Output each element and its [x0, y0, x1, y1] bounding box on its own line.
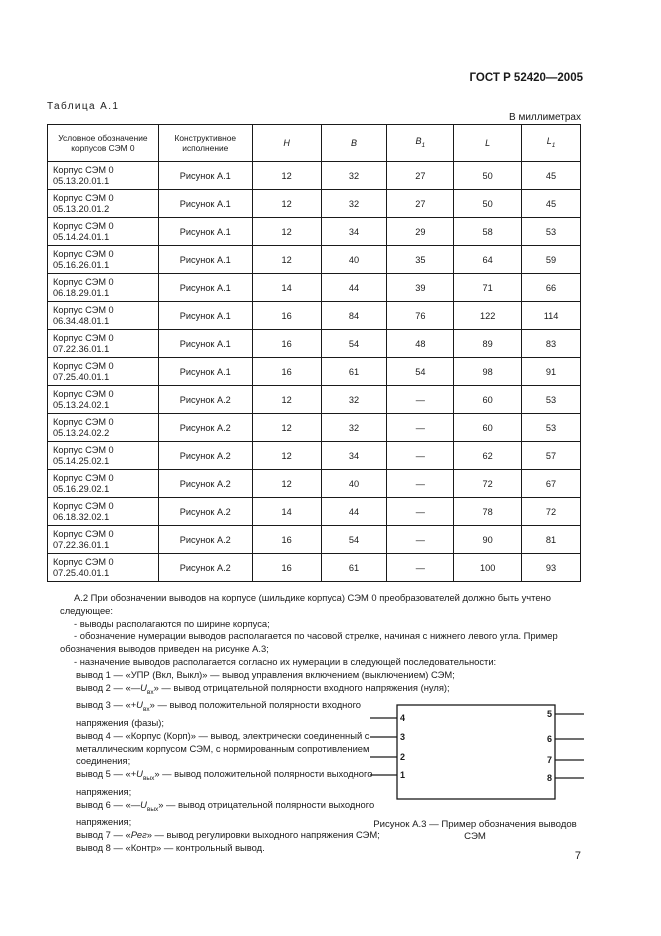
cell-designation [48, 470, 159, 498]
cell-design: Рисунок А.1 [158, 190, 252, 218]
cell-h: 16 [252, 526, 321, 554]
figure-caption: Рисунок А.3 — Пример обозначения выводов СЭМ [373, 819, 577, 842]
cell-h: 16 [252, 330, 321, 358]
pin-label-3: 3 [400, 732, 406, 742]
cell-b: 40 [321, 470, 387, 498]
table-row [48, 498, 581, 526]
designation-line: Корпус СЭМ 0 [53, 332, 114, 343]
designation-code: 05.16.26.01.1 [53, 259, 110, 270]
cell-h: 12 [252, 218, 321, 246]
cell-b: 32 [321, 162, 387, 190]
cell-b1: — [387, 498, 454, 526]
cell-b1: 39 [387, 274, 454, 302]
cell-b1: 27 [387, 162, 454, 190]
standard-header: ГОСТ Р 52420—2005 [469, 72, 583, 84]
cell-b: 32 [321, 386, 387, 414]
designation-line: Корпус СЭМ 0 [53, 556, 114, 567]
pin-5-description: вывод 5 — «$+U_{вых}$» — вывод положительной полярности выходного напряжения; [76, 768, 373, 797]
cell-b1: 35 [387, 246, 454, 274]
pin-8-description: вывод 8 — «Контр» — контрольный вывод. [76, 841, 265, 853]
pin-label-8: 8 [546, 773, 552, 783]
page-number: 7 [574, 850, 581, 862]
cell-l: 98 [454, 358, 522, 386]
cell-design: Рисунок А.1 [158, 358, 252, 386]
cell-l1: 114 [522, 302, 581, 330]
right-pin-lines [555, 714, 584, 778]
column-header-b: B [321, 125, 387, 162]
cell-design: Рисунок А.1 [158, 246, 252, 274]
cell-l1: 83 [522, 330, 581, 358]
module-body [397, 705, 555, 799]
cell-l: 64 [454, 246, 522, 274]
designation-code: 05.13.24.02.2 [53, 427, 110, 438]
table-row [48, 442, 581, 470]
table-row [48, 330, 581, 358]
designation-code: 07.22.36.01.1 [53, 539, 110, 550]
cell-designation [48, 498, 159, 526]
cell-l: 90 [454, 526, 522, 554]
cell-l1: 53 [522, 414, 581, 442]
column-header-design: Конструктивное исполнение [158, 125, 252, 162]
cell-b1: 54 [387, 358, 454, 386]
designation-line: Корпус СЭМ 0 [53, 192, 114, 203]
column-header-l1: $L_1$ [522, 125, 581, 162]
table-row [48, 554, 581, 582]
designation-line: Корпус СЭМ 0 [53, 416, 114, 427]
table-header-row [48, 125, 581, 162]
column-header-b1: $B_1$ [387, 125, 454, 162]
cell-l: 60 [454, 386, 522, 414]
cell-h: 12 [252, 470, 321, 498]
cell-design: Рисунок А.1 [158, 274, 252, 302]
cell-b: 61 [321, 358, 387, 386]
cell-l1: 57 [522, 442, 581, 470]
cell-design: Рисунок А.1 [158, 218, 252, 246]
table-row [48, 358, 581, 386]
pin-1-description: вывод 1 — «УПР (Вкл, Выкл)» — вывод управления включением (выключением) СЭМ; [76, 668, 455, 680]
cell-h: 12 [252, 246, 321, 274]
cell-b1: — [387, 442, 454, 470]
cell-l1: 53 [522, 218, 581, 246]
cell-b1: 29 [387, 218, 454, 246]
column-header-h: H [252, 125, 321, 162]
cell-b: 44 [321, 274, 387, 302]
cell-b: 32 [321, 414, 387, 442]
cell-h: 12 [252, 442, 321, 470]
designation-line: Корпус СЭМ 0 [53, 304, 114, 315]
designation-line: Корпус СЭМ 0 [53, 472, 114, 483]
table-row [48, 190, 581, 218]
designation-code: 05.13.24.02.1 [53, 399, 110, 410]
cell-l: 78 [454, 498, 522, 526]
cell-designation [48, 526, 159, 554]
cell-designation [48, 330, 159, 358]
cell-b1: 76 [387, 302, 454, 330]
pin-4-description: вывод 4 — «Корпус (Корп)» — вывод, электрически соединенный с металлическим корпусом СЭМ, с нормированным сопротивлением соединения; [76, 729, 370, 767]
cell-l1: 45 [522, 190, 581, 218]
cell-l: 72 [454, 470, 522, 498]
dimensions-table [47, 124, 581, 582]
cell-design: Рисунок А.2 [158, 386, 252, 414]
pin-label-6: 6 [546, 734, 552, 744]
cell-design: Рисунок А.1 [158, 162, 252, 190]
pin-2-description: вывод 2 — «$—U_{вх}$» — вывод отрицательной полярности входного напряжения (нуля); [76, 681, 450, 696]
cell-l: 71 [454, 274, 522, 302]
cell-l: 100 [454, 554, 522, 582]
cell-design: Рисунок А.1 [158, 330, 252, 358]
table-row [48, 302, 581, 330]
designation-line: Корпус СЭМ 0 [53, 220, 114, 231]
cell-designation [48, 414, 159, 442]
cell-b1: — [387, 526, 454, 554]
column-header-designation: Условное обозначение корпусов СЭМ 0 [48, 125, 159, 162]
cell-h: 12 [252, 162, 321, 190]
cell-designation [48, 554, 159, 582]
cell-l: 89 [454, 330, 522, 358]
cell-h: 14 [252, 274, 321, 302]
left-pin-lines [370, 718, 397, 775]
designation-code: 05.13.20.01.1 [53, 175, 110, 186]
cell-h: 16 [252, 358, 321, 386]
pin-6-description: вывод 6 — «$—U_{вых}$» — вывод отрицательной полярности выходного напряжения; [76, 798, 375, 828]
paragraph-a2: А.2 При обозначении выводов на корпусе (шильдике корпуса) СЭМ 0 преобразователей должно быть учтено следующее: [60, 592, 551, 616]
cell-l1: 67 [522, 470, 581, 498]
cell-b1: 48 [387, 330, 454, 358]
table-row [48, 162, 581, 190]
cell-l1: 66 [522, 274, 581, 302]
cell-h: 14 [252, 498, 321, 526]
cell-designation [48, 218, 159, 246]
cell-l: 60 [454, 414, 522, 442]
units-label: В миллиметрах [509, 112, 581, 123]
cell-designation [48, 246, 159, 274]
cell-design: Рисунок А.2 [158, 554, 252, 582]
column-header-l: L [454, 125, 522, 162]
designation-code: 07.22.36.01.1 [53, 343, 110, 354]
pinout-figure [370, 703, 585, 813]
cell-h: 16 [252, 302, 321, 330]
designation-code: 05.14.25.02.1 [53, 455, 110, 466]
cell-l1: 93 [522, 554, 581, 582]
table-row [48, 386, 581, 414]
designation-code: 05.14.24.01.1 [53, 231, 110, 242]
pin-label-7: 7 [546, 755, 552, 765]
designation-line: Корпус СЭМ 0 [53, 248, 114, 259]
cell-designation [48, 386, 159, 414]
cell-l: 58 [454, 218, 522, 246]
cell-b: 40 [321, 246, 387, 274]
cell-designation [48, 162, 159, 190]
cell-b: 61 [321, 554, 387, 582]
cell-designation [48, 442, 159, 470]
designation-code: 07.25.40.01.1 [53, 567, 110, 578]
cell-b1: — [387, 470, 454, 498]
designation-line: Корпус СЭМ 0 [53, 164, 114, 175]
cell-l1: 53 [522, 386, 581, 414]
table-row [48, 526, 581, 554]
designation-code: 06.34.48.01.1 [53, 315, 110, 326]
designation-line: Корпус СЭМ 0 [53, 528, 114, 539]
cell-l: 50 [454, 190, 522, 218]
pin-label-4: 4 [400, 713, 406, 723]
cell-b: 54 [321, 526, 387, 554]
cell-design: Рисунок А.2 [158, 470, 252, 498]
cell-b: 84 [321, 302, 387, 330]
bullet-item: - выводы располагаются по ширине корпуса; [74, 617, 270, 629]
cell-h: 12 [252, 414, 321, 442]
cell-h: 12 [252, 190, 321, 218]
pin-3-description: вывод 3 — «$+U_{вх}$» — вывод положительной полярности входного напряжения (фазы); [76, 699, 362, 728]
table-row [48, 274, 581, 302]
cell-b1: 27 [387, 190, 454, 218]
cell-b1: — [387, 414, 454, 442]
cell-b: 32 [321, 190, 387, 218]
pin-label-5: 5 [546, 709, 552, 719]
cell-l1: 72 [522, 498, 581, 526]
cell-l: 122 [454, 302, 522, 330]
cell-design: Рисунок А.2 [158, 442, 252, 470]
cell-b: 54 [321, 330, 387, 358]
table-row [48, 246, 581, 274]
cell-b1: — [387, 554, 454, 582]
designation-line: Корпус СЭМ 0 [53, 360, 114, 371]
bullet-item: - назначение выводов располагается согласно их нумерации в следующей последовательности: [74, 655, 497, 667]
cell-designation [48, 358, 159, 386]
cell-l1: 59 [522, 246, 581, 274]
cell-design: Рисунок А.2 [158, 526, 252, 554]
pin-label-2: 2 [400, 752, 406, 762]
cell-h: 16 [252, 554, 321, 582]
cell-design: Рисунок А.2 [158, 498, 252, 526]
table-row [48, 414, 581, 442]
table-row [48, 218, 581, 246]
cell-design: Рисунок А.1 [158, 302, 252, 330]
designation-code: 06.18.29.01.1 [53, 287, 110, 298]
cell-designation [48, 190, 159, 218]
cell-l: 62 [454, 442, 522, 470]
cell-l1: 91 [522, 358, 581, 386]
cell-h: 12 [252, 386, 321, 414]
designation-line: Корпус СЭМ 0 [53, 276, 114, 287]
cell-l: 50 [454, 162, 522, 190]
designation-line: Корпус СЭМ 0 [53, 444, 114, 455]
cell-b1: — [387, 386, 454, 414]
cell-design: Рисунок А.2 [158, 414, 252, 442]
cell-b: 34 [321, 218, 387, 246]
cell-designation [48, 274, 159, 302]
cell-b: 34 [321, 442, 387, 470]
bullet-item: - обозначение нумерации выводов располагается по часовой стрелке, начиная с нижнего левого угла. Пример обозначения выводов приведен на рисунке А.3; [60, 630, 558, 655]
designation-code: 07.25.40.01.1 [53, 371, 110, 382]
cell-designation [48, 302, 159, 330]
designation-code: 06.18.32.02.1 [53, 511, 110, 522]
cell-l1: 81 [522, 526, 581, 554]
cell-b: 44 [321, 498, 387, 526]
table-caption: Таблица А.1 [47, 101, 120, 112]
designation-line: Корпус СЭМ 0 [53, 388, 114, 399]
table-row [48, 470, 581, 498]
pin-7-description: вывод 7 — «Рег» — вывод регулировки выходного напряжения СЭМ; [76, 829, 380, 841]
designation-line: Корпус СЭМ 0 [53, 500, 114, 511]
designation-code: 05.16.29.02.1 [53, 483, 110, 494]
designation-code: 05.13.20.01.2 [53, 203, 110, 214]
pin-label-1: 1 [400, 770, 406, 780]
cell-l1: 45 [522, 162, 581, 190]
